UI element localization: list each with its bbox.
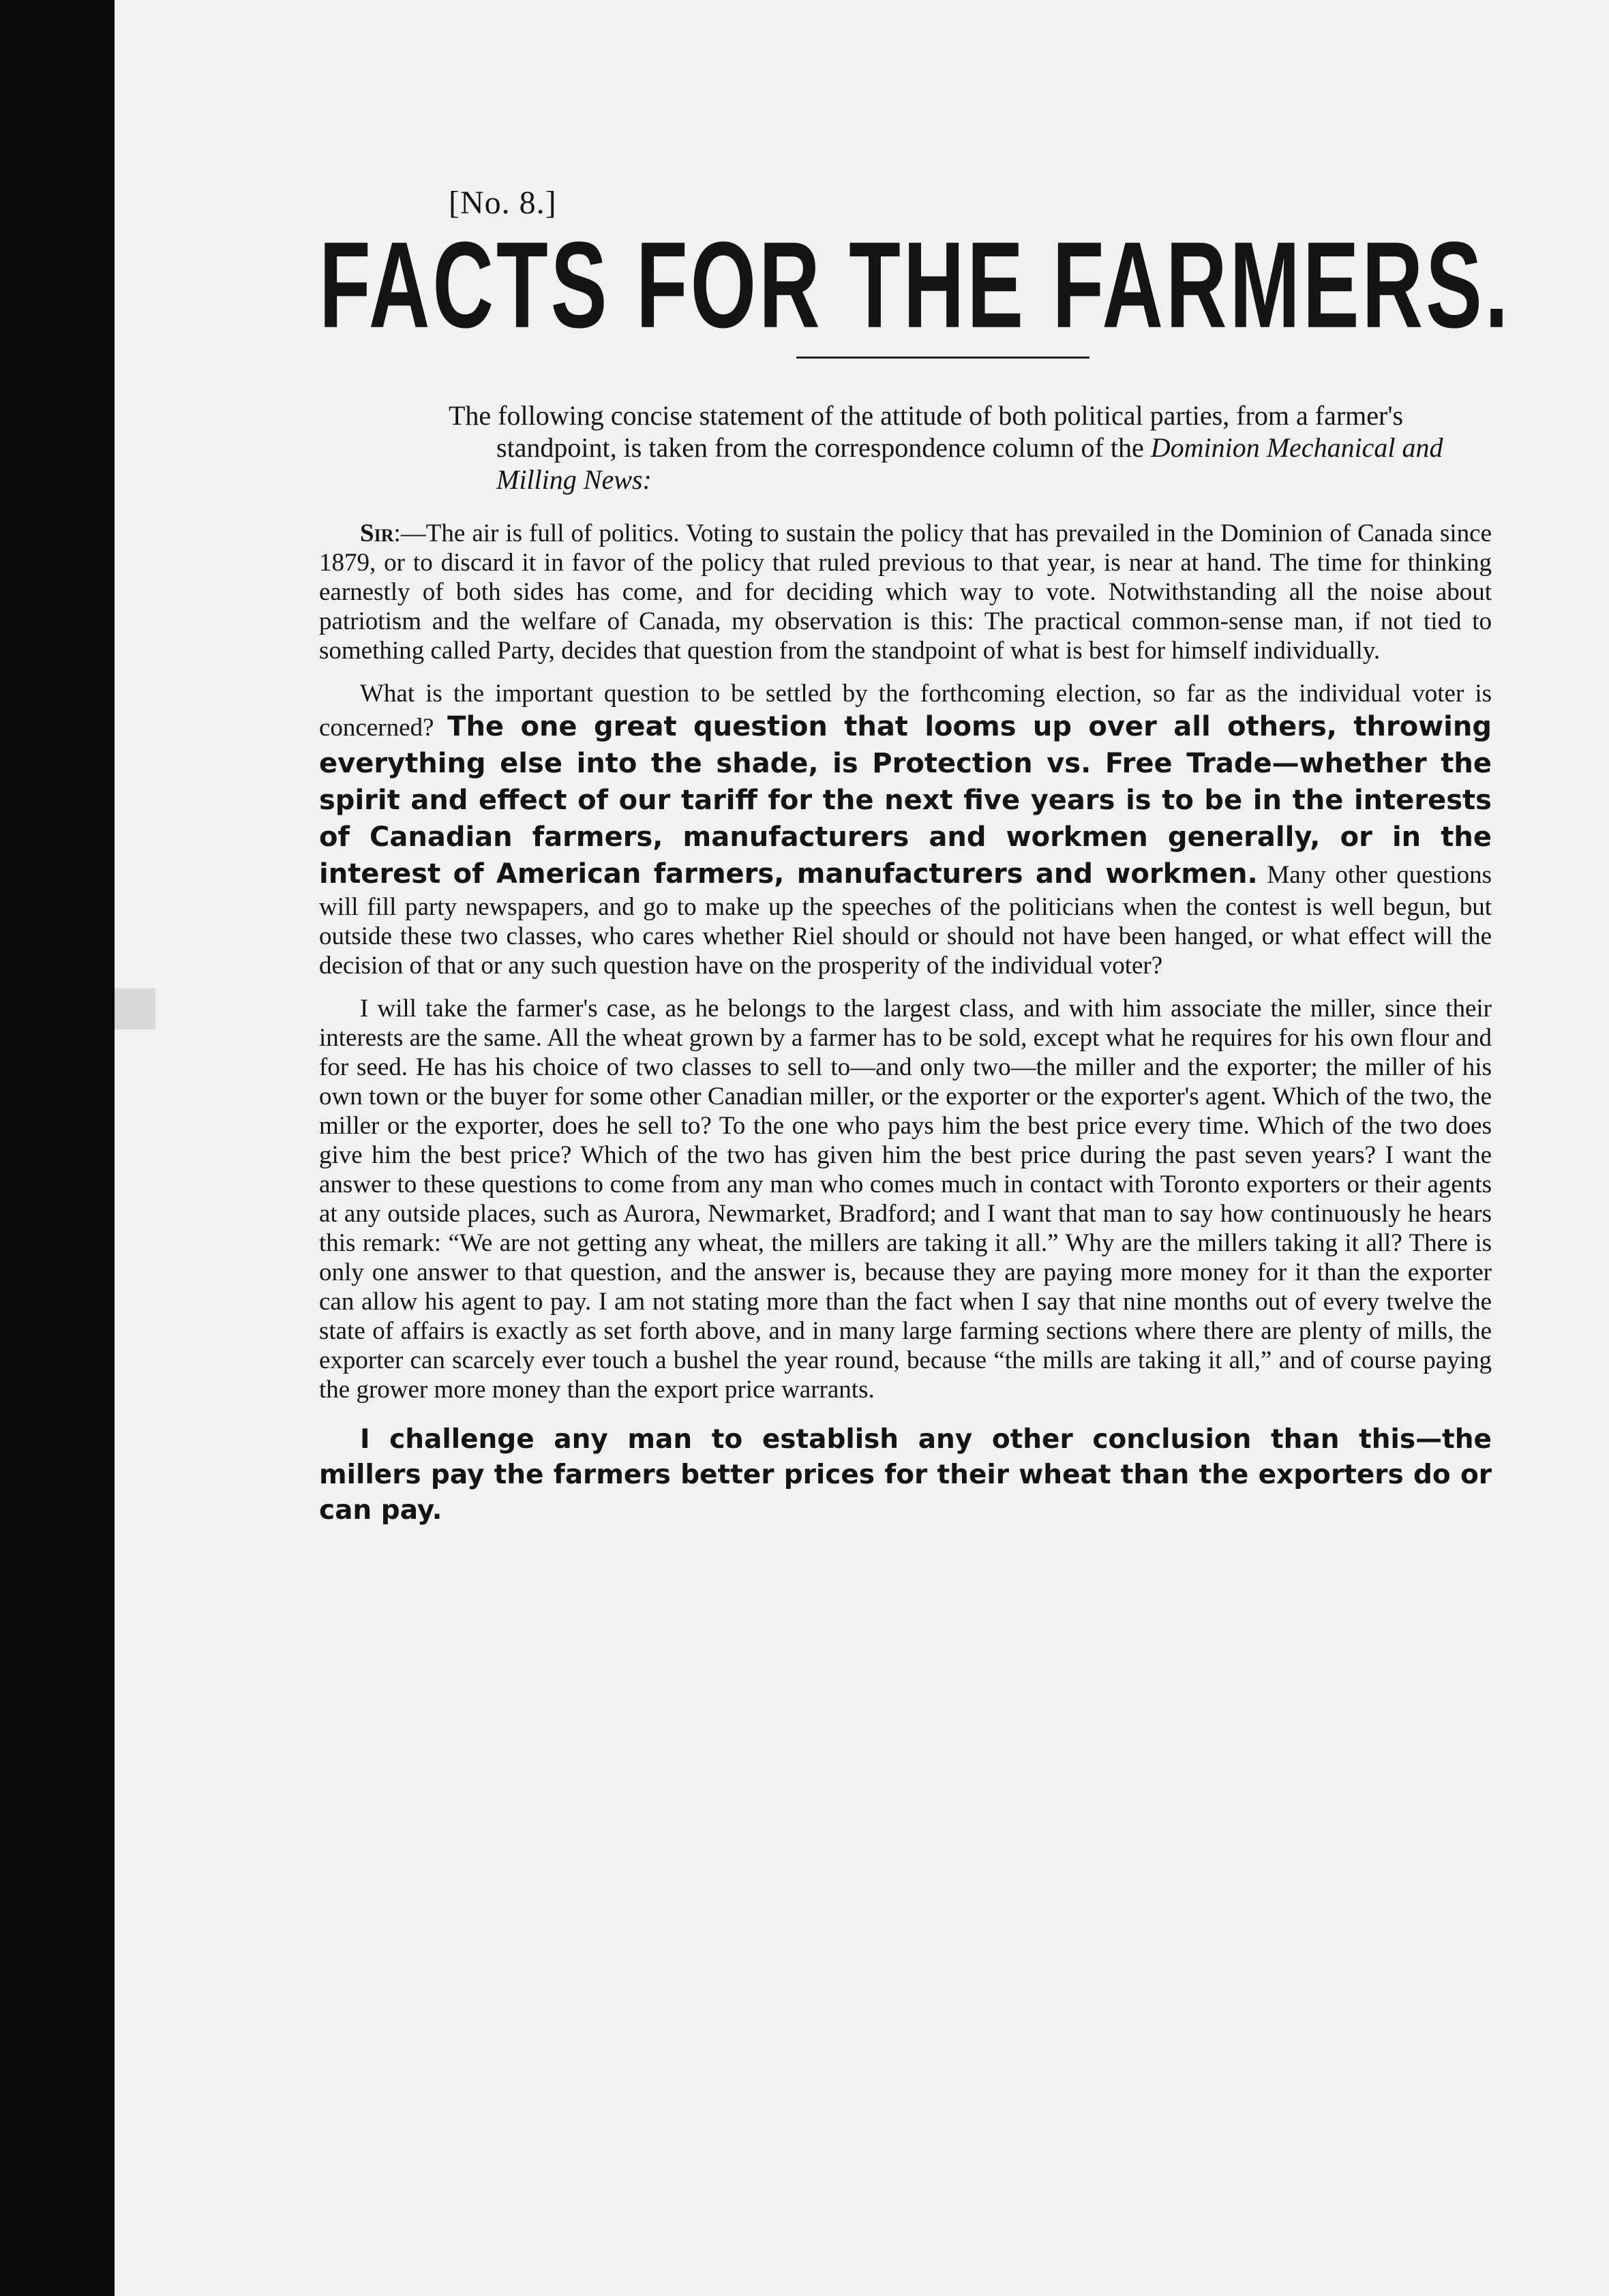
intro-colon: : [642, 464, 652, 495]
paper-stain [115, 988, 155, 1029]
title-rule [796, 357, 1089, 359]
letter-paragraph-2 [319, 679, 1492, 980]
document-page [115, 0, 1609, 2296]
letter-paragraph-1 [319, 519, 1492, 665]
letter-paragraph-3: I will take the farmer's case, as he belongs to the largest class, and with him associate the miller, since their interests are the same. All the wheat grown by a farmer has to be sold, except what he requires for his own flour and for seed. He has his choice of two classes to sell to—and only two—the miller and the exporter; the miller of his own town or the buyer for some other Canadian miller, or the exporter or the exporter's agent. Which of the two, the miller or the exporter, does he sell to? To the one who pays him the best price every time. Which of the two does give him the best price? Which of the two has given him the best price during the past seven years? I want the answer to these questions to come from any man who comes much in contact with Toronto exporters or their agents at any outside places, such as Aurora, Newmarket, Bradford; and I want that man to say how continuously he hears this remark: “We are not getting any wheat, the millers are taking it all.” Why are the millers taking it all? There is only one answer to that question, and the answer is, because they are paying more money for it than the exporter can allow his agent to pay. I am not stating more than the fact when I say that nine months out of every twelve the state of affairs is exactly as set forth above, and in many large farming sections where there are plenty of mills, the exporter can scarcely ever touch a bushel the year round, because “the mills are taking it all,” and of course paying the grower more money than the export price warrants. [319, 995, 1492, 1404]
intro-paragraph [449, 399, 1485, 496]
paragraph-2-start: What is the important question to be settled by the forthcoming election, so far as the individual voter is concerned? [319, 680, 1492, 742]
page-title: FACTS FOR THE FARMERS. [319, 217, 1512, 354]
paragraph-2-end: Many other questions will fill party newspapers, and go to make up the speeches of the politicians when the contest is well begun, but outside these two classes, who cares whether Riel should or should not have been hanged, or what effect will the decision of that or any such question have on the prosperity of the individual voter? [319, 861, 1492, 980]
paragraph-1-text: :—The air is full of politics. Voting to sustain the policy that has prevailed in the Dominion of Canada since 1879, or to discard it in favor of the policy that ruled previous to that year, is near at hand. The time for thinking earnestly of both sides has come, and for deciding which way to vote. Notwithstanding all the noise about patriotism and the welfare of Canada, my observation is this: The practical common-sense man, if not tied to something called Party, decides that question from the standpoint of what is best for himself individually. [319, 519, 1492, 665]
paragraph-2-emphasis: The one great question that looms up over all others, throwing everything else into the shade, is Protection vs. Free Trade—whether the spirit and effect of our tariff for the next five years is to be in the interests of Canadian farmers, manufacturers and workmen generally, or in the interest of American farmers, manufacturers and workmen. [319, 711, 1492, 890]
salutation: Sir [360, 519, 394, 547]
document-content [319, 184, 1512, 1528]
intro-text: The following concise statement of the attitude of both political parties, from a farmer's standpoint, is taken from the correspondence column of the [449, 400, 1404, 463]
publication-name: Dominion Mechanical and Milling News [496, 432, 1443, 495]
pamphlet-number: [No. 8.] [449, 185, 557, 221]
closing-challenge: I challenge any man to establish any other conclusion than this—the millers pay the farmers better prices for their wheat than the exporters do or can pay. [319, 1424, 1492, 1526]
